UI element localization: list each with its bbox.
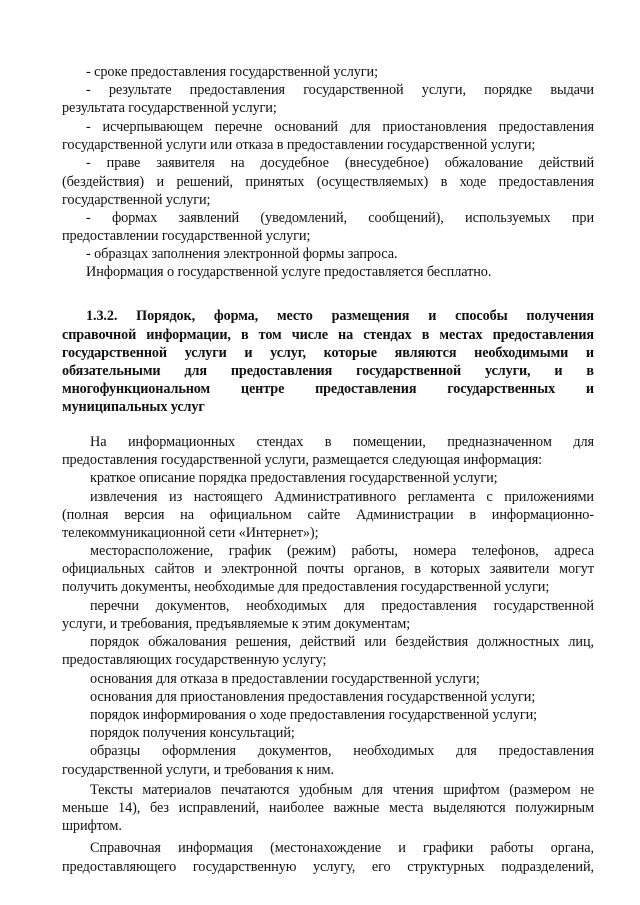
text-line: государственной услуги;	[62, 192, 211, 208]
free-of-charge-note: Информация о государственной услуге предоставляется бесплатно.	[86, 264, 492, 280]
text-line: (полная версия на официальном сайте Администрации в информационно-	[62, 507, 594, 523]
section-heading-line: государственной услуги и услуг, которые являются необходимыми и	[62, 345, 594, 361]
list-item-appeal-right: - праве заявителя на досудебное (внесудебное) обжалование действий	[86, 155, 594, 171]
text-line: телекоммуникационной сети «Интернет»);	[62, 525, 319, 541]
stand-item-samples: образцы оформления документов, необходимых для предоставления	[90, 743, 594, 759]
list-item-deadline: - сроке предоставления государственной услуги;	[86, 64, 378, 80]
stand-item-suspension: основания для приостановления предоставления государственной услуги;	[90, 689, 536, 705]
stand-item-appeal: порядок обжалования решения, действий или бездействия должностных лиц,	[90, 634, 594, 650]
text-line: (бездействия) и решений, принятых (осуществляемых) в ходе предоставления	[62, 174, 594, 190]
stand-item-documents: перечни документов, необходимых для предоставления государственной	[90, 598, 594, 614]
text-line: государственной услуги или отказа в предоставлении государственной услуги;	[62, 137, 536, 153]
section-heading-1-3-2: 1.3.2. Порядок, форма, место размещения и способы получения	[86, 308, 594, 324]
section-heading-line: многофункциональном центре предоставления государственных и	[62, 381, 594, 397]
text-line: услуги, и требования, предъявляемые к этим документам;	[62, 616, 411, 632]
list-item-grounds: - исчерпывающем перечне оснований для приостановления предоставления	[86, 119, 594, 135]
paragraph-font-requirements: Тексты материалов печатаются удобным для чтения шрифтом (размером не	[90, 782, 594, 798]
list-item-forms: - формах заявлений (уведомлений, сообщений), используемых при	[86, 210, 594, 226]
text-line: меньше 14), без исправлений, наиболее важные места выделяются полужирным	[62, 800, 594, 816]
section-heading-line: справочной информации, в том числе на стендах в местах предоставления	[62, 327, 594, 343]
list-item-samples: - образцах заполнения электронной формы запроса.	[86, 246, 398, 262]
section-heading-line: обязательными для предоставления государственной услуги, и в	[62, 363, 594, 379]
text-line: предоставления государственной услуги, размещается следующая информация:	[62, 452, 543, 468]
text-line: государственной услуги, и требования к ним.	[62, 762, 334, 778]
stand-item-location: месторасположение, график (режим) работы, номера телефонов, адреса	[90, 543, 594, 559]
text-line: предоставляющего государственную услугу, его структурных подразделений,	[62, 859, 594, 875]
text-line: предоставляющих государственную услугу;	[62, 652, 327, 668]
text-line: предоставлении государственной услуги;	[62, 228, 311, 244]
text-line: получить документы, необходимые для предоставления государственной услуги;	[62, 579, 550, 595]
text-line: шрифтом.	[62, 818, 122, 834]
stand-item-consultations: порядок получения консультаций;	[90, 725, 295, 741]
section-heading-line: муниципальных услуг	[62, 399, 205, 415]
stand-item-extracts: извлечения из настоящего Административного регламента с приложениями	[90, 489, 594, 505]
list-item-result: - результате предоставления государственной услуги, порядке выдачи	[86, 82, 594, 98]
stand-item-refusal: основания для отказа в предоставлении государственной услуги;	[90, 671, 480, 687]
text-line: результата государственной услуги;	[62, 100, 277, 116]
paragraph-stands-intro: На информационных стендах в помещении, предназначенном для	[90, 434, 594, 450]
stand-item-progress: порядок информирования о ходе предоставления государственной услуги;	[90, 707, 538, 723]
stand-item-summary: краткое описание порядка предоставления государственной услуги;	[90, 470, 498, 486]
text-line: официальных сайтов и электронной почты органов, в которых заявители могут	[62, 561, 594, 577]
paragraph-reference-info: Справочная информация (местонахождение и графики работы органа,	[90, 840, 594, 856]
